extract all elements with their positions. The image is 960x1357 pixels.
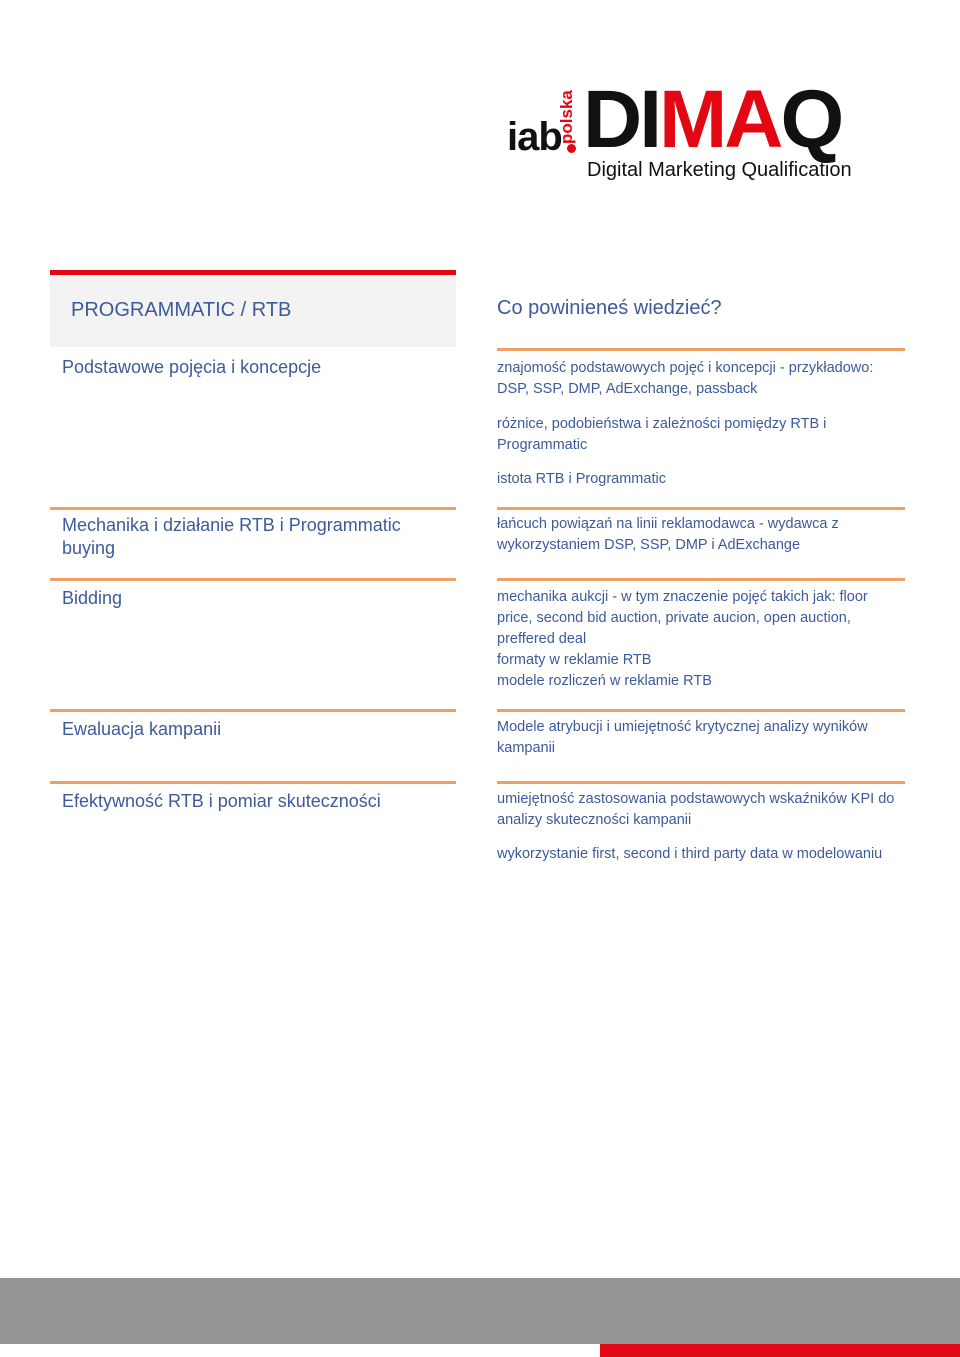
logo-iab-text: iab <box>507 115 562 159</box>
divider-header <box>497 348 905 351</box>
logo-dimaq-ma: MA <box>659 74 781 165</box>
logo-dot-icon <box>567 144 576 153</box>
section-item: różnice, podobieństwa i zależności pomiędzy RTB i Programmatic <box>497 416 827 453</box>
divider <box>497 781 905 784</box>
divider <box>497 578 905 581</box>
logo-dimaq-q: Q <box>780 74 842 165</box>
logo-polska-text: polska <box>557 90 576 144</box>
logo-dimaq-di: DI <box>583 74 659 165</box>
section-item: umiejętność zastosowania podstawowych wskaźników KPI do analizy skuteczności kampanii <box>497 791 895 828</box>
divider <box>497 507 905 510</box>
section-label-evaluation: Ewaluacja kampanii <box>62 719 222 739</box>
dimaq-logo <box>505 74 885 185</box>
section-item: znajomość podstawowych pojęć i koncepcji - przykładowo: DSP, SSP, DMP, AdExchange, passback <box>497 360 874 397</box>
page-subtitle: Co powinieneś wiedzieć? <box>497 297 722 319</box>
section-item: formaty w reklamie RTB <box>497 652 652 668</box>
section-item: modele rozliczeń w reklamie RTB <box>497 673 712 689</box>
section-label-basics: Podstawowe pojęcia i koncepcje <box>62 357 322 377</box>
title-box <box>50 275 456 347</box>
section-item: łańcuch powiązań na linii reklamodawca - wydawca z wykorzystaniem DSP, SSP, DMP i AdExchange <box>497 516 839 553</box>
divider <box>50 507 456 510</box>
page-title: PROGRAMMATIC / RTB <box>71 299 292 321</box>
section-label-bidding: Bidding <box>62 588 123 608</box>
divider <box>50 578 456 581</box>
footer-bar <box>0 1278 960 1344</box>
section-label-effectiveness: Efektywność RTB i pomiar skuteczności <box>62 791 381 811</box>
section-item: wykorzystanie first, second i third party data w modelowaniu <box>497 846 883 862</box>
footer-accent-bar <box>600 1344 960 1357</box>
section-item: Modele atrybucji i umiejętność krytycznej analizy wyników kampanii <box>497 719 868 756</box>
divider <box>497 709 905 712</box>
section-item: istota RTB i Programmatic <box>497 471 666 487</box>
divider <box>50 709 456 712</box>
section-label-mechanics: Mechanika i działanie RTB i Programmatic buying <box>62 515 401 558</box>
section-item: mechanika aukcji - w tym znaczenie pojęć takich jak: floor price, second bid auction, private aucion, open auction, preffered deal <box>497 589 868 647</box>
logo-subtitle: Digital Marketing Qualification <box>587 159 852 181</box>
divider <box>50 781 456 784</box>
logo-dimaq-wordmark <box>583 74 842 165</box>
